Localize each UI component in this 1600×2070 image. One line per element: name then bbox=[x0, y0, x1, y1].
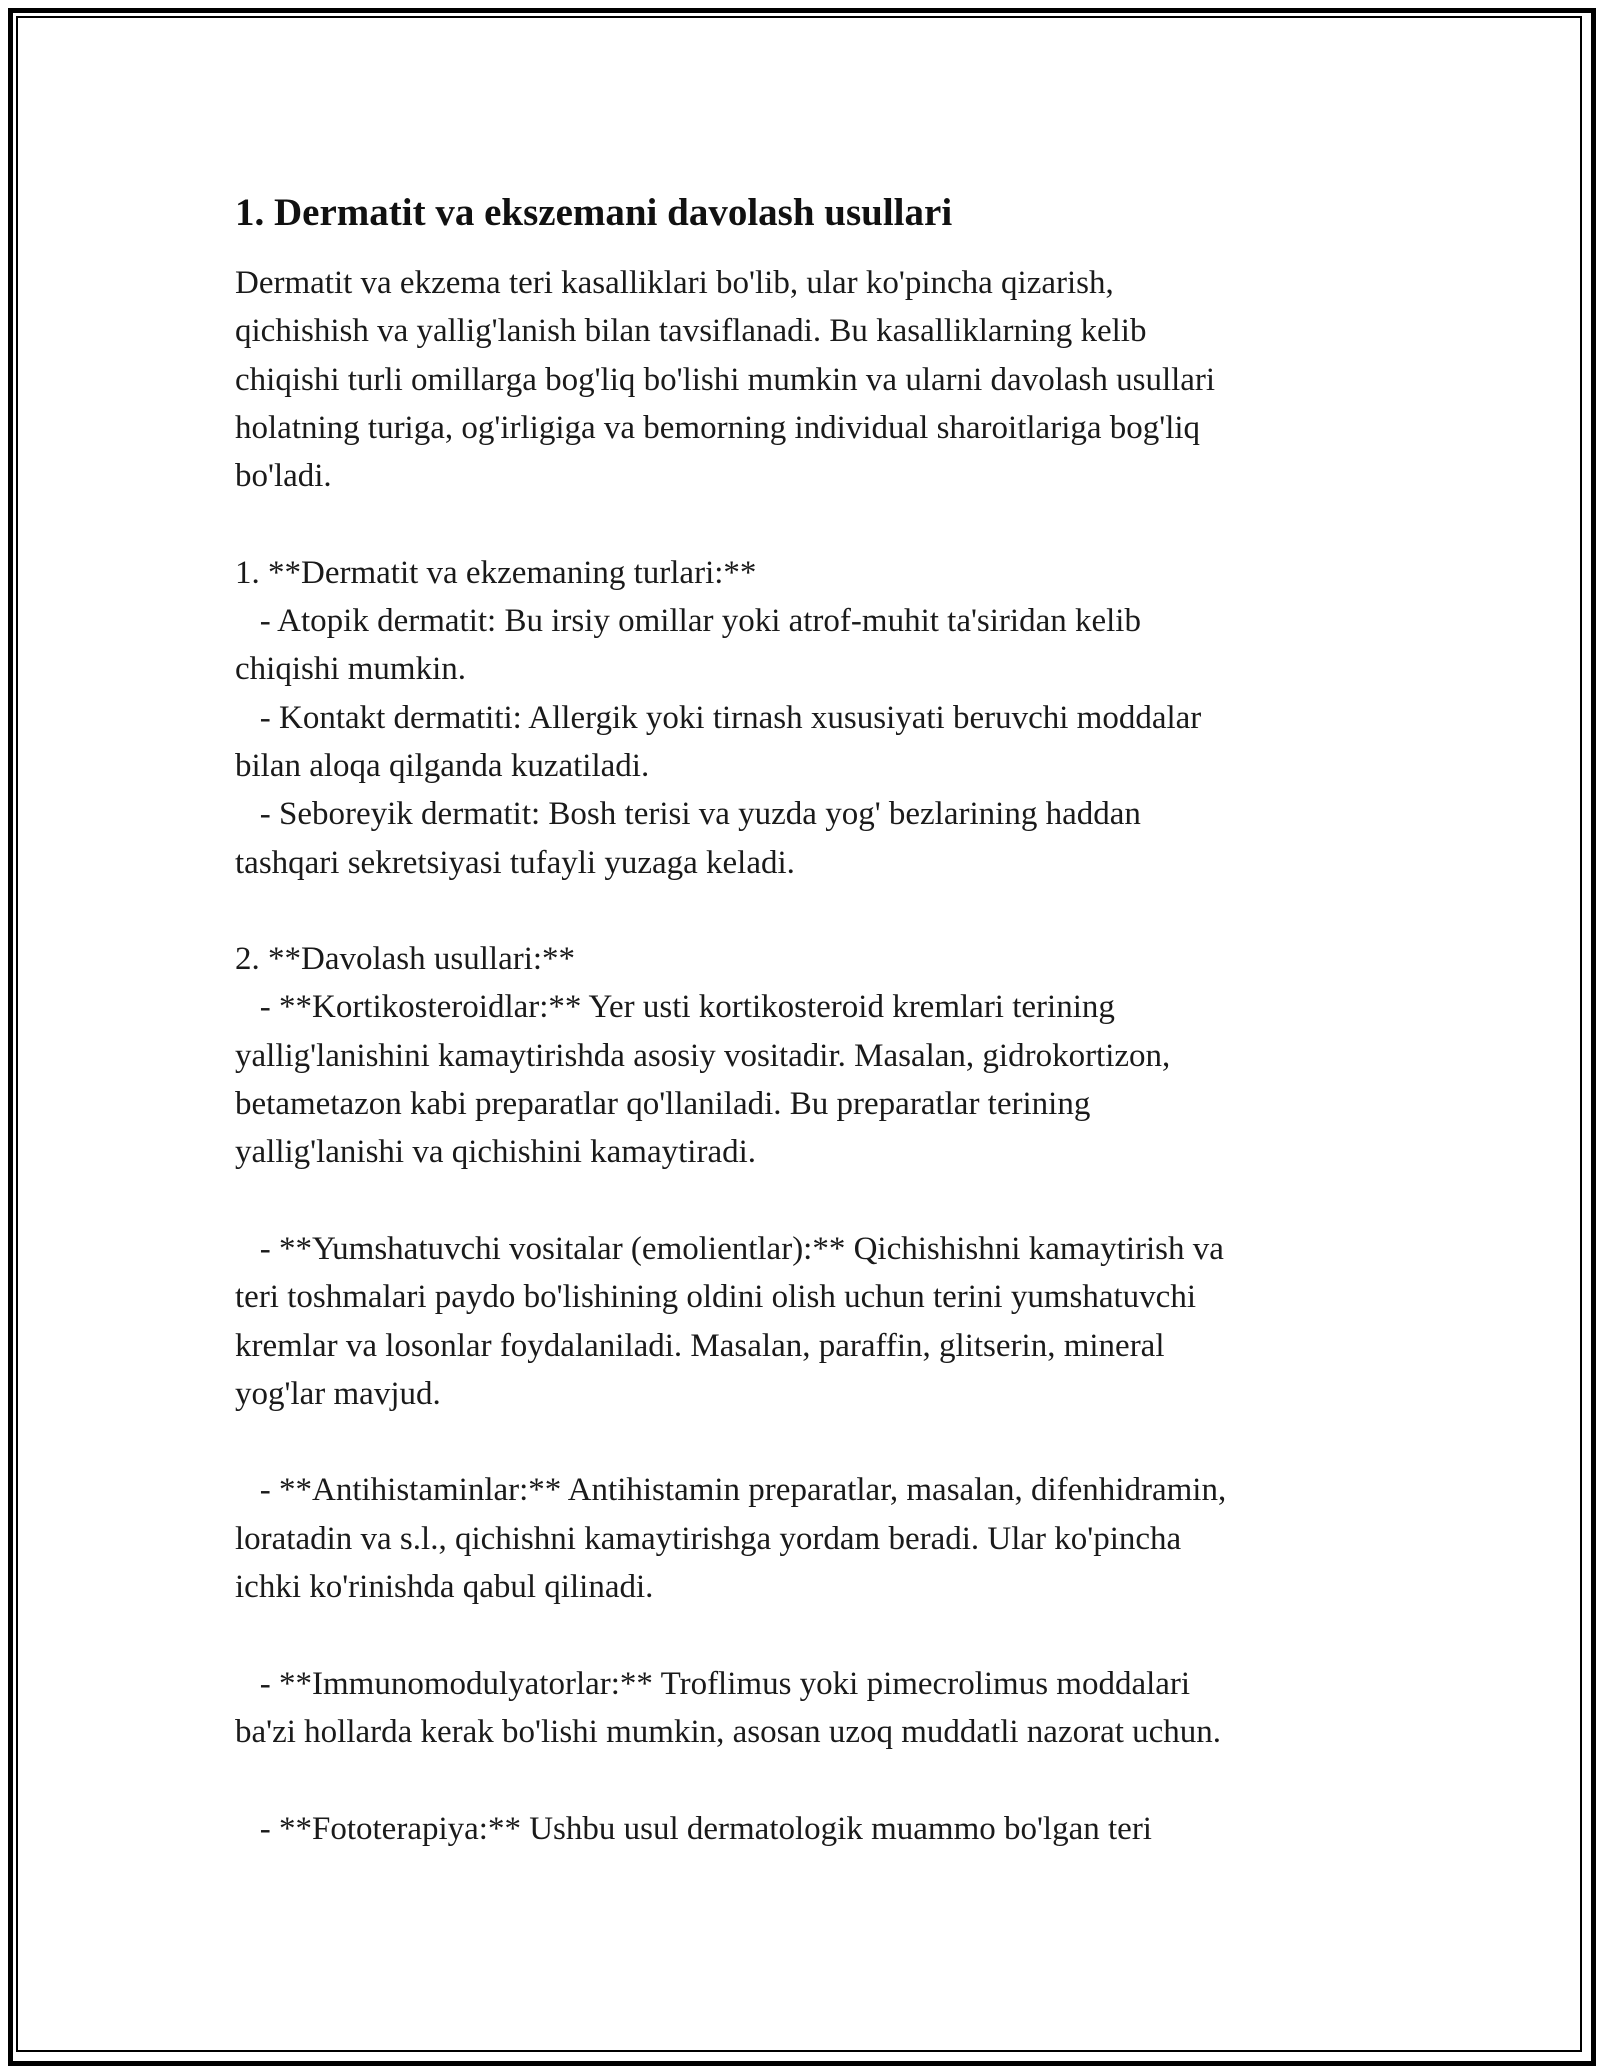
document-body: Dermatit va ekzema teri kasalliklari bo'lib, ular ko'pincha qizarish, qichishish va yallig'lanish bilan tavsiflanadi. Bu kasalliklarning kelib chiqishi turli omillarga bog'liq bo'lishi mumkin va ularni davolash usullari holatning turiga, og'irligiga va bemorning individual sharoitlariga bog'liq bo'ladi. 1. **Dermatit va ekzemaning turlari:** - Atopik dermatit: Bu irsiy omillar yoki atrof-muhit ta'siridan kelib chiqishi mumkin. - Kontakt dermatiti: Allergik yoki tirnash xususiyati beruvchi moddalar bilan aloqa qilganda kuzatiladi. - Seboreyik dermatit: Bosh terisi va yuzda yog' bezlarining haddan tashqari sekretsiyasi tufayli yuzaga keladi. 2. **Davolash usullari:** - **Kortikosteroidlar:** Yer usti kortikosteroid kremlari terining yallig'lanishini kamaytirishda asosiy vositadir. Masalan, gidrokortizon, betametazon kabi preparatlar qo'llaniladi. Bu preparatlar terining yallig'lanishi va qichishini kamaytiradi. - **Yumshatuvchi vositalar (emolientlar):** Qichishishni kamaytirish va teri toshmalari paydo bo'lishining oldini olish uchun terini yumshatuvchi kremlar va losonlar foydalaniladi. Masalan, paraffin, glitserin, mineral yog'lar mavjud. - **Antihistaminlar:** Antihistamin preparatlar, masalan, difenhidramin, loratadin va s.l., qichishni kamaytirishga yordam beradi. Ular ko'pincha ichki ko'rinishda qabul qilinadi. - **Immunomodulyatorlar:** Troflimus yoki pimecrolimus moddalari ba'zi hollarda kerak bo'lishi mumkin, asosan uzoq muddatli nazorat uchun. - **Fototerapiya:** Ushbu usul dermatologik muammo bo'lgan teri bbox=[235, 265, 1227, 1847]
document-title: 1. Dermatit va ekszemani davolash usullari bbox=[235, 191, 953, 234]
document-content bbox=[235, 185, 1365, 1853]
